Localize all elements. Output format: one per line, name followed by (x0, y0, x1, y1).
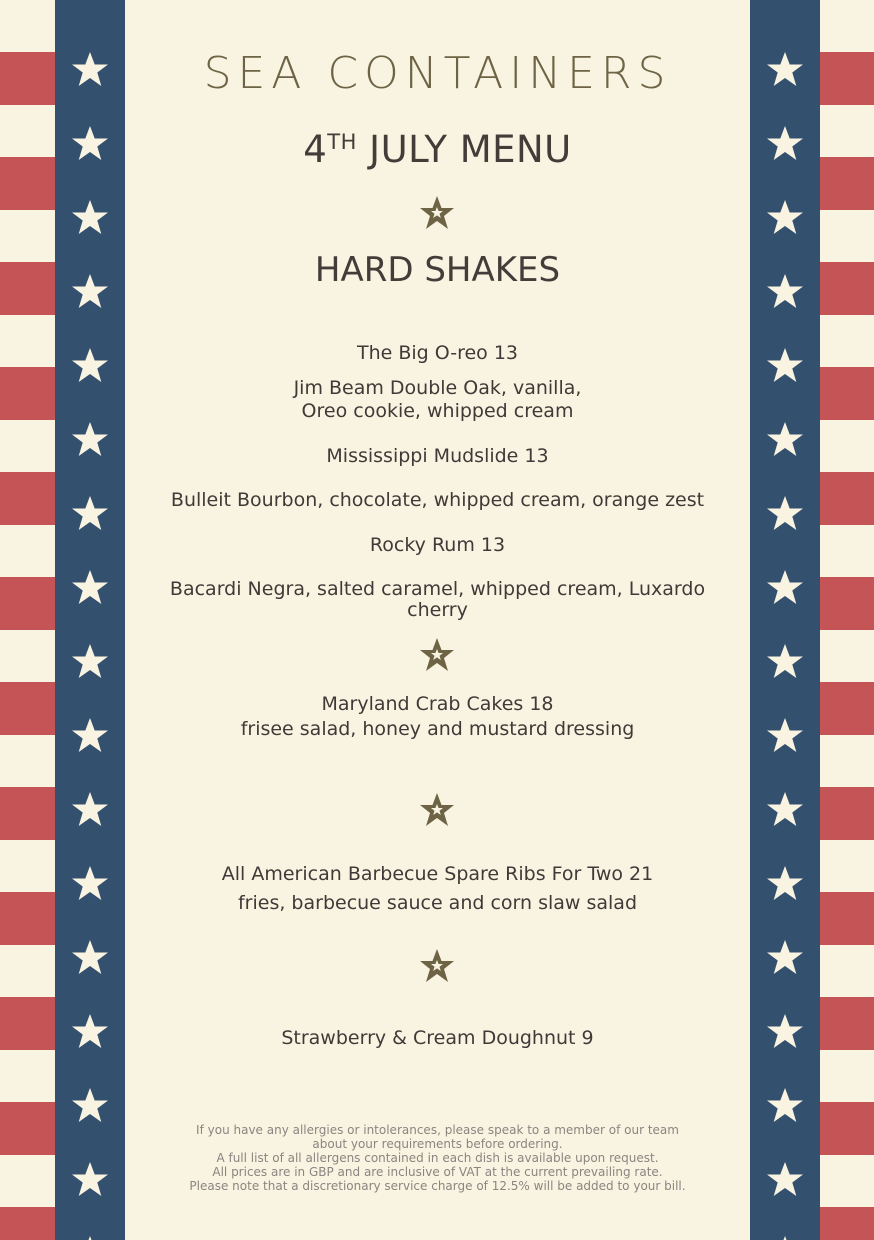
white-star-icon (765, 50, 805, 90)
white-star-icon (765, 938, 805, 978)
star-icon (417, 635, 457, 675)
brand-logo: SEA CONTAINERS (203, 48, 672, 99)
white-star-icon (765, 272, 805, 312)
dish-name: Strawberry & Cream Doughnut 9 (281, 1027, 594, 1049)
white-star-icon (765, 568, 805, 608)
shake-name: Mississippi Mudslide 13 (326, 445, 549, 467)
title-number: 4 (303, 128, 328, 171)
white-star-icon (765, 124, 805, 164)
star-icon (417, 790, 457, 830)
footer-line: If you have any allergies or intolerances, please speak to a member of our team (196, 1123, 679, 1137)
shake-name: Rocky Rum 13 (369, 534, 506, 556)
white-star-icon (70, 420, 110, 460)
white-star-icon (70, 124, 110, 164)
white-star-icon (765, 864, 805, 904)
white-star-icon (765, 1086, 805, 1126)
footer-line: A full list of all allergens contained in each dish is available upon request. (216, 1151, 659, 1165)
star-icon (417, 193, 457, 233)
white-star-icon (70, 494, 110, 534)
shake-description: cherry (407, 599, 468, 621)
shake-name: The Big O-reo 13 (356, 342, 519, 364)
white-star-icon (70, 1234, 110, 1240)
allergen-notice (125, 1123, 750, 1193)
page-title (125, 128, 750, 171)
white-star-icon (70, 1012, 110, 1052)
star-icon (417, 946, 457, 986)
white-star-icon (70, 272, 110, 312)
white-star-icon (70, 938, 110, 978)
footer-line: All prices are in GBP and are inclusive of VAT at the current prevailing rate. (212, 1165, 663, 1179)
white-star-icon (70, 198, 110, 238)
white-star-icon (765, 1234, 805, 1240)
white-star-icon (765, 642, 805, 682)
white-star-icon (765, 198, 805, 238)
title-superscript: TH (327, 130, 357, 154)
dish-description: fries, barbecue sauce and corn slaw salad (237, 892, 638, 914)
white-star-icon (70, 50, 110, 90)
shake-description: Bulleit Bourbon, chocolate, whipped cream, orange zest (170, 489, 705, 511)
white-star-icon (765, 716, 805, 756)
right-flag-border (750, 0, 874, 1240)
left-flag-border (0, 0, 125, 1240)
shake-description: Bacardi Negra, salted caramel, whipped cream, Luxardo (169, 578, 706, 600)
white-star-icon (70, 864, 110, 904)
dish-name: All American Barbecue Spare Ribs For Two 21 (221, 863, 654, 885)
white-star-icon (70, 790, 110, 830)
shake-description: Oreo cookie, whipped cream (301, 400, 574, 422)
menu-content (125, 0, 750, 1240)
white-star-icon (70, 1086, 110, 1126)
white-star-icon (765, 420, 805, 460)
white-star-icon (70, 568, 110, 608)
white-star-icon (70, 642, 110, 682)
white-star-icon (765, 790, 805, 830)
white-star-icon (765, 1160, 805, 1200)
footer-line: Please note that a discretionary service charge of 12.5% will be added to your bill. (189, 1179, 686, 1193)
title-rest: JULY MENU (356, 128, 572, 171)
section-heading: HARD SHAKES (314, 250, 561, 290)
white-star-icon (70, 716, 110, 756)
dish-name: Maryland Crab Cakes 18 (321, 693, 554, 715)
shake-description: Jim Beam Double Oak, vanilla, (293, 377, 582, 399)
dish-description: frisee salad, honey and mustard dressing (240, 718, 635, 740)
flag-blue-band (55, 0, 125, 1240)
white-star-icon (70, 1160, 110, 1200)
white-star-icon (765, 1012, 805, 1052)
white-star-icon (70, 346, 110, 386)
white-star-icon (765, 346, 805, 386)
white-star-icon (765, 494, 805, 534)
flag-blue-band (750, 0, 820, 1240)
footer-line: about your requirements before ordering. (312, 1137, 563, 1151)
